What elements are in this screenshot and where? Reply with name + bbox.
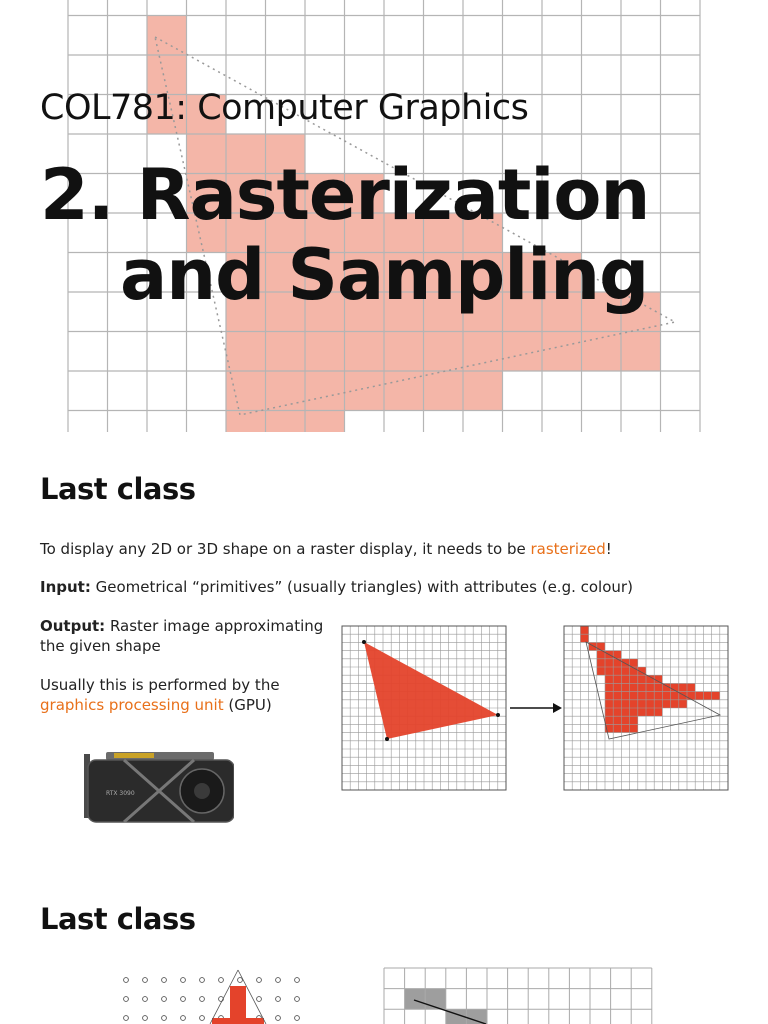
gpu-card-label: RTX 3090 bbox=[106, 790, 135, 797]
raster-cells bbox=[580, 626, 719, 733]
last-class-slide-2 bbox=[0, 864, 768, 1024]
raster-cell bbox=[580, 634, 588, 642]
arrow-head bbox=[553, 703, 562, 713]
triangle-vertex bbox=[496, 713, 500, 717]
sample-point bbox=[238, 978, 243, 983]
gpu-suffix: (GPU) bbox=[223, 696, 272, 714]
raster-cell bbox=[147, 16, 187, 56]
slide-heading: Last class bbox=[40, 902, 196, 936]
sample-point bbox=[143, 1016, 148, 1021]
rasterization-diagram bbox=[0, 432, 768, 864]
sample-point bbox=[295, 978, 300, 983]
sample-point bbox=[200, 997, 205, 1002]
sample-point bbox=[124, 978, 129, 983]
raster-cell bbox=[597, 659, 638, 667]
gpu-text: Usually this is performed by the bbox=[40, 676, 280, 694]
rasterized-term: rasterized bbox=[530, 540, 606, 558]
raster-cell bbox=[226, 371, 503, 411]
shaded-pixel bbox=[466, 1009, 487, 1024]
sample-point bbox=[295, 997, 300, 1002]
raster-cell bbox=[605, 708, 662, 716]
sample-point bbox=[124, 1016, 129, 1021]
output-label: Output: bbox=[40, 617, 106, 635]
slide-heading: Last class bbox=[40, 472, 196, 506]
course-title: COL781: Computer Graphics bbox=[40, 88, 529, 128]
sample-point bbox=[257, 997, 262, 1002]
sample-point bbox=[162, 997, 167, 1002]
sample-point bbox=[162, 978, 167, 983]
last-class-slide-1 bbox=[0, 432, 768, 864]
input-label: Input: bbox=[40, 578, 91, 596]
sample-point bbox=[181, 997, 186, 1002]
lecture-title-line2: and Sampling bbox=[120, 234, 649, 316]
sample-point bbox=[200, 978, 205, 983]
intro-punctuation: ! bbox=[605, 540, 612, 558]
sample-point bbox=[143, 978, 148, 983]
sample-point bbox=[276, 997, 281, 1002]
sample-point bbox=[276, 1016, 281, 1021]
input-text: Geometrical “primitives” (usually triangles) with attributes (e.g. colour) bbox=[90, 578, 633, 596]
output-text: Raster image approximating the given shape bbox=[40, 617, 324, 655]
raster-cell bbox=[226, 332, 661, 372]
sample-point bbox=[200, 1016, 205, 1021]
sample-point bbox=[295, 1016, 300, 1021]
intro-text: To display any 2D or 3D shape on a raster display, it needs to be bbox=[40, 540, 531, 558]
sample-point bbox=[143, 997, 148, 1002]
sample-point bbox=[276, 978, 281, 983]
raster-cell bbox=[605, 683, 695, 691]
sampling-diagrams bbox=[0, 864, 768, 1024]
gpu-term: graphics processing unit bbox=[40, 696, 224, 714]
sample-point bbox=[219, 978, 224, 983]
covered-sample-cell bbox=[212, 1018, 264, 1024]
sample-point bbox=[181, 978, 186, 983]
raster-cell bbox=[580, 626, 588, 634]
sample-point bbox=[257, 978, 262, 983]
sample-point bbox=[162, 1016, 167, 1021]
title-slide bbox=[0, 0, 768, 432]
lecture-title-line1: 2. Rasterization bbox=[40, 154, 650, 236]
sample-point bbox=[181, 1016, 186, 1021]
triangle-vertex bbox=[385, 737, 389, 741]
shaded-pixel bbox=[425, 989, 446, 1010]
sample-point bbox=[124, 997, 129, 1002]
shaded-pixel bbox=[405, 989, 426, 1010]
triangle-vertex bbox=[362, 640, 366, 644]
